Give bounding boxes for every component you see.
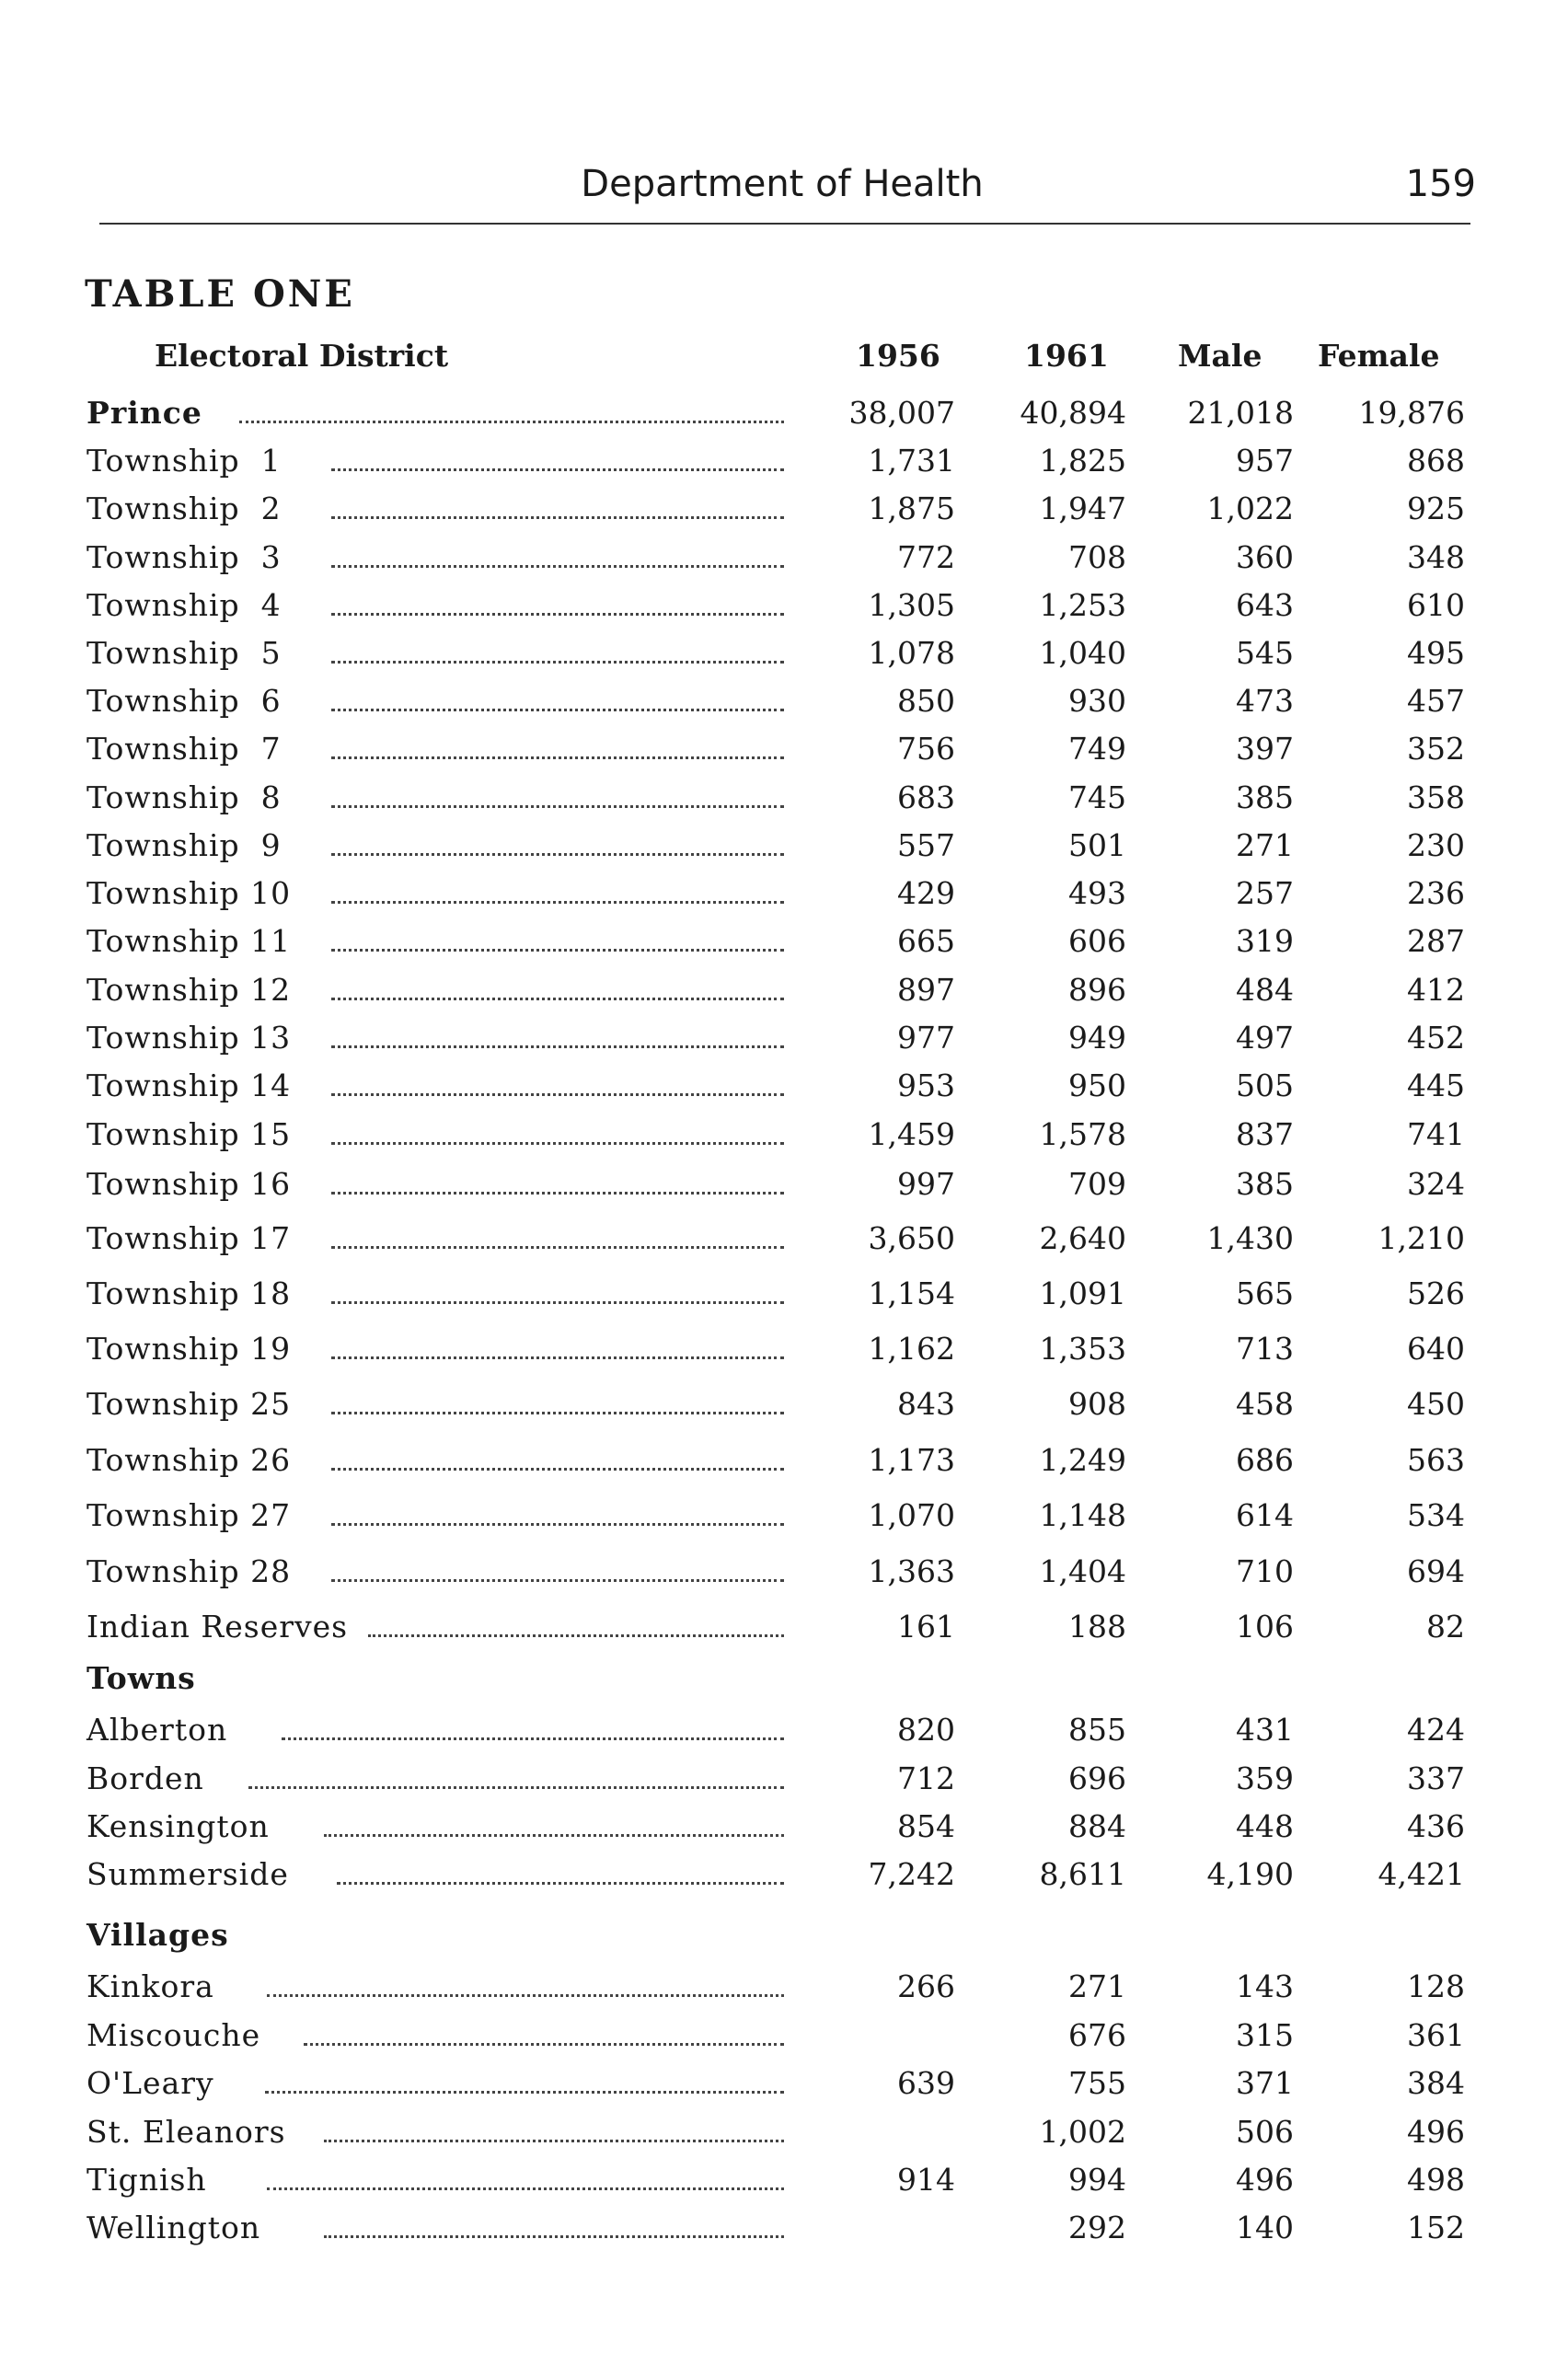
value-male: 710 xyxy=(1236,1553,1294,1589)
value-male: 397 xyxy=(1236,731,1294,767)
district-label: Prince xyxy=(86,395,202,431)
dot-leader xyxy=(331,709,784,711)
table-row xyxy=(0,1550,1568,1594)
value-male: 315 xyxy=(1236,2017,1294,2053)
dot-leader xyxy=(267,2187,784,2190)
value-1956: 683 xyxy=(897,779,955,815)
dot-leader xyxy=(331,949,784,952)
district-label: Kensington xyxy=(86,1808,270,1844)
table-row xyxy=(0,1382,1568,1426)
value-1961: 896 xyxy=(1068,972,1126,1008)
section-heading-row xyxy=(0,1656,1568,1701)
value-male: 473 xyxy=(1236,683,1294,719)
dot-leader xyxy=(331,805,784,808)
table-row xyxy=(0,583,1568,628)
value-1961: 696 xyxy=(1068,1760,1126,1796)
table-row xyxy=(0,2061,1568,2106)
value-female: 495 xyxy=(1407,635,1465,671)
table-row xyxy=(0,776,1568,820)
column-header-1961: 1961 xyxy=(1024,338,1109,374)
district-label: Township 16 xyxy=(86,1166,292,1202)
table-row xyxy=(0,1805,1568,1849)
value-male: 257 xyxy=(1236,875,1294,911)
table-row xyxy=(0,439,1568,483)
value-male: 143 xyxy=(1236,1968,1294,2004)
dot-leader xyxy=(265,2091,784,2094)
dot-leader xyxy=(282,1737,784,1740)
value-male: 431 xyxy=(1236,1712,1294,1748)
value-male: 686 xyxy=(1236,1442,1294,1478)
value-1961: 1,002 xyxy=(1039,2114,1126,2150)
value-1956: 820 xyxy=(897,1712,955,1748)
value-1961: 271 xyxy=(1068,1968,1126,2004)
district-label: Indian Reserves xyxy=(86,1609,349,1645)
value-female: 925 xyxy=(1407,491,1465,526)
value-1961: 501 xyxy=(1068,827,1126,863)
value-male: 505 xyxy=(1236,1068,1294,1103)
value-1961: 745 xyxy=(1068,779,1126,815)
value-1956: 1,875 xyxy=(868,491,955,526)
value-1961: 1,253 xyxy=(1039,587,1126,623)
value-1956: 914 xyxy=(897,2162,955,2198)
value-female: 610 xyxy=(1407,587,1465,623)
district-label: Township 8 xyxy=(86,779,282,815)
value-female: 445 xyxy=(1407,1068,1465,1103)
value-1956: 429 xyxy=(897,875,955,911)
value-1961: 950 xyxy=(1068,1068,1126,1103)
dot-leader xyxy=(239,421,784,423)
value-female: 4,421 xyxy=(1378,1856,1465,1892)
column-header-female: Female xyxy=(1318,338,1440,374)
district-label: Township 15 xyxy=(86,1116,292,1152)
value-female: 534 xyxy=(1407,1497,1465,1533)
district-label: Borden xyxy=(86,1760,204,1796)
value-female: 358 xyxy=(1407,779,1465,815)
table-row xyxy=(0,1327,1568,1371)
value-male: 385 xyxy=(1236,779,1294,815)
value-1961: 884 xyxy=(1068,1808,1126,1844)
district-label: Township 9 xyxy=(86,827,282,863)
district-label: Township 19 xyxy=(86,1331,292,1367)
value-1956: 3,650 xyxy=(868,1220,955,1256)
value-male: 106 xyxy=(1236,1609,1294,1645)
value-1956: 843 xyxy=(897,1386,955,1422)
value-female: 868 xyxy=(1407,443,1465,479)
dot-leader xyxy=(368,1634,784,1637)
district-label: Kinkora xyxy=(86,1968,214,2004)
value-male: 21,018 xyxy=(1187,395,1294,431)
section-heading: Villages xyxy=(86,1917,229,1953)
value-1961: 8,611 xyxy=(1039,1856,1126,1892)
value-male: 458 xyxy=(1236,1386,1294,1422)
dot-leader xyxy=(331,516,784,519)
dot-leader xyxy=(331,565,784,568)
dot-leader xyxy=(331,1045,784,1048)
value-1956: 1,305 xyxy=(868,587,955,623)
value-female: 128 xyxy=(1407,1968,1465,2004)
value-1956: 1,459 xyxy=(868,1116,955,1152)
value-female: 436 xyxy=(1407,1808,1465,1844)
value-1961: 188 xyxy=(1068,1609,1126,1645)
value-1956: 1,173 xyxy=(868,1442,955,1478)
district-label: Alberton xyxy=(86,1712,228,1748)
table-row xyxy=(0,679,1568,723)
district-label: Township 4 xyxy=(86,587,282,623)
value-female: 741 xyxy=(1407,1116,1465,1152)
district-label: Wellington xyxy=(86,2210,261,2245)
value-male: 359 xyxy=(1236,1760,1294,1796)
value-male: 837 xyxy=(1236,1116,1294,1152)
value-female: 384 xyxy=(1407,2065,1465,2101)
value-female: 361 xyxy=(1407,2017,1465,2053)
column-header-district: Electoral District xyxy=(155,338,449,374)
value-female: 236 xyxy=(1407,875,1465,911)
value-male: 565 xyxy=(1236,1275,1294,1311)
value-1961: 292 xyxy=(1068,2210,1126,2245)
value-male: 371 xyxy=(1236,2065,1294,2101)
value-female: 337 xyxy=(1407,1760,1465,1796)
page-title: Department of Health xyxy=(581,163,984,205)
section-heading-row xyxy=(0,1913,1568,1957)
value-female: 412 xyxy=(1407,972,1465,1008)
value-male: 360 xyxy=(1236,539,1294,575)
district-label: Township 28 xyxy=(86,1553,292,1589)
value-1956: 1,162 xyxy=(868,1331,955,1367)
district-label: Township 14 xyxy=(86,1068,292,1103)
district-label: Township 18 xyxy=(86,1275,292,1311)
value-female: 230 xyxy=(1407,827,1465,863)
district-label: Township 26 xyxy=(86,1442,292,1478)
value-1961: 40,894 xyxy=(1020,395,1126,431)
value-1956: 639 xyxy=(897,2065,955,2101)
district-label: St. Eleanors xyxy=(86,2114,286,2150)
value-1961: 1,947 xyxy=(1039,491,1126,526)
district-label: Township 7 xyxy=(86,731,282,767)
value-male: 448 xyxy=(1236,1808,1294,1844)
value-female: 152 xyxy=(1407,2210,1465,2245)
table-row xyxy=(0,1438,1568,1483)
value-male: 1,022 xyxy=(1206,491,1294,526)
table-row xyxy=(0,919,1568,964)
table-row xyxy=(0,1708,1568,1752)
district-label: Township 10 xyxy=(86,875,292,911)
dot-leader xyxy=(331,998,784,1000)
value-1961: 1,825 xyxy=(1039,443,1126,479)
value-1956: 712 xyxy=(897,1760,955,1796)
value-female: 348 xyxy=(1407,539,1465,575)
column-header-1956: 1956 xyxy=(856,338,940,374)
column-header-male: Male xyxy=(1178,338,1262,374)
running-head xyxy=(88,156,1476,212)
table-row xyxy=(0,1162,1568,1206)
dot-leader xyxy=(331,468,784,471)
value-1956: 997 xyxy=(897,1166,955,1202)
dot-leader xyxy=(331,613,784,616)
table-row xyxy=(0,2158,1568,2202)
dot-leader xyxy=(331,1412,784,1414)
value-female: 287 xyxy=(1407,923,1465,959)
table-row xyxy=(0,1064,1568,1108)
value-male: 506 xyxy=(1236,2114,1294,2150)
value-1961: 1,404 xyxy=(1039,1553,1126,1589)
dot-leader xyxy=(331,853,784,856)
value-male: 319 xyxy=(1236,923,1294,959)
table-row xyxy=(0,487,1568,531)
value-1961: 930 xyxy=(1068,683,1126,719)
table-row xyxy=(0,871,1568,916)
dot-leader xyxy=(331,661,784,664)
value-female: 694 xyxy=(1407,1553,1465,1589)
value-female: 496 xyxy=(1407,2114,1465,2150)
value-male: 1,430 xyxy=(1206,1220,1294,1256)
dot-leader xyxy=(331,1142,784,1145)
value-female: 82 xyxy=(1426,1609,1465,1645)
value-1961: 755 xyxy=(1068,2065,1126,2101)
value-female: 450 xyxy=(1407,1386,1465,1422)
dot-leader xyxy=(331,1192,784,1195)
value-1961: 994 xyxy=(1068,2162,1126,2198)
value-male: 271 xyxy=(1236,827,1294,863)
table-row xyxy=(0,968,1568,1012)
value-1956: 756 xyxy=(897,731,955,767)
value-female: 352 xyxy=(1407,731,1465,767)
district-label: Township 5 xyxy=(86,635,282,671)
value-1961: 1,148 xyxy=(1039,1497,1126,1533)
table-row xyxy=(0,1217,1568,1261)
value-1956: 1,363 xyxy=(868,1553,955,1589)
table-row xyxy=(0,824,1568,868)
value-1961: 1,249 xyxy=(1039,1442,1126,1478)
value-1961: 708 xyxy=(1068,539,1126,575)
table-row xyxy=(0,2206,1568,2250)
value-1956: 1,078 xyxy=(868,635,955,671)
value-female: 19,876 xyxy=(1358,395,1465,431)
table-row xyxy=(0,391,1568,435)
value-1956: 557 xyxy=(897,827,955,863)
header-rule xyxy=(99,223,1470,225)
value-male: 957 xyxy=(1236,443,1294,479)
value-1956: 897 xyxy=(897,972,955,1008)
value-female: 457 xyxy=(1407,683,1465,719)
value-male: 497 xyxy=(1236,1020,1294,1056)
value-female: 640 xyxy=(1407,1331,1465,1367)
value-1961: 606 xyxy=(1068,923,1126,959)
dot-leader xyxy=(324,1834,784,1837)
dot-leader xyxy=(331,1468,784,1471)
dot-leader xyxy=(331,1579,784,1582)
table-row xyxy=(0,1113,1568,1157)
dot-leader xyxy=(331,1301,784,1304)
value-1961: 2,640 xyxy=(1039,1220,1126,1256)
value-1956: 1,731 xyxy=(868,443,955,479)
value-female: 424 xyxy=(1407,1712,1465,1748)
value-1961: 855 xyxy=(1068,1712,1126,1748)
dot-leader xyxy=(248,1786,784,1789)
district-label: Township 25 xyxy=(86,1386,292,1422)
value-female: 526 xyxy=(1407,1275,1465,1311)
section-heading: Towns xyxy=(86,1660,196,1696)
value-male: 140 xyxy=(1236,2210,1294,2245)
dot-leader xyxy=(331,1523,784,1526)
district-label: Summerside xyxy=(86,1856,289,1892)
table-row xyxy=(0,2110,1568,2154)
value-1956: 854 xyxy=(897,1808,955,1844)
value-female: 563 xyxy=(1407,1442,1465,1478)
value-1961: 908 xyxy=(1068,1386,1126,1422)
value-female: 498 xyxy=(1407,2162,1465,2198)
table-row xyxy=(0,1757,1568,1801)
value-1956: 1,070 xyxy=(868,1497,955,1533)
value-1956: 1,154 xyxy=(868,1275,955,1311)
value-1961: 493 xyxy=(1068,875,1126,911)
value-female: 1,210 xyxy=(1378,1220,1465,1256)
value-1956: 953 xyxy=(897,1068,955,1103)
value-1956: 38,007 xyxy=(848,395,955,431)
dot-leader xyxy=(324,2140,784,2142)
value-male: 643 xyxy=(1236,587,1294,623)
value-female: 452 xyxy=(1407,1020,1465,1056)
value-1956: 772 xyxy=(897,539,955,575)
district-label: O'Leary xyxy=(86,2065,214,2101)
table-row xyxy=(0,1272,1568,1316)
table-row xyxy=(0,1494,1568,1538)
dot-leader xyxy=(331,1356,784,1359)
district-label: Miscouche xyxy=(86,2017,261,2053)
table-row xyxy=(0,1965,1568,2009)
dot-leader xyxy=(267,1994,784,1997)
value-1961: 709 xyxy=(1068,1166,1126,1202)
value-1956: 977 xyxy=(897,1020,955,1056)
district-label: Tignish xyxy=(86,2162,207,2198)
dot-leader xyxy=(331,1093,784,1096)
value-male: 385 xyxy=(1236,1166,1294,1202)
district-label: Township 3 xyxy=(86,539,282,575)
table-row xyxy=(0,1605,1568,1649)
value-1961: 749 xyxy=(1068,731,1126,767)
district-label: Township 13 xyxy=(86,1020,292,1056)
district-label: Township 11 xyxy=(86,923,292,959)
value-1956: 850 xyxy=(897,683,955,719)
value-1956: 7,242 xyxy=(868,1856,955,1892)
value-male: 484 xyxy=(1236,972,1294,1008)
table-title: TABLE ONE xyxy=(85,272,355,316)
district-label: Township 2 xyxy=(86,491,282,526)
value-1956: 665 xyxy=(897,923,955,959)
value-1961: 949 xyxy=(1068,1020,1126,1056)
value-male: 614 xyxy=(1236,1497,1294,1533)
value-1961: 1,091 xyxy=(1039,1275,1126,1311)
district-label: Township 12 xyxy=(86,972,292,1008)
value-1956: 161 xyxy=(897,1609,955,1645)
table-row xyxy=(0,2014,1568,2058)
table-row xyxy=(0,727,1568,771)
dot-leader xyxy=(324,2235,784,2238)
district-label: Township 1 xyxy=(86,443,282,479)
district-label: Township 17 xyxy=(86,1220,292,1256)
dot-leader xyxy=(304,2043,784,2046)
value-male: 4,190 xyxy=(1206,1856,1294,1892)
table-row xyxy=(0,536,1568,580)
dot-leader xyxy=(331,1246,784,1249)
dot-leader xyxy=(331,756,784,759)
value-male: 713 xyxy=(1236,1331,1294,1367)
dot-leader xyxy=(331,901,784,904)
value-1961: 1,040 xyxy=(1039,635,1126,671)
page-number: 159 xyxy=(1405,163,1476,205)
table-row xyxy=(0,1852,1568,1897)
value-male: 545 xyxy=(1236,635,1294,671)
value-1956: 266 xyxy=(897,1968,955,2004)
table-row xyxy=(0,631,1568,675)
value-female: 324 xyxy=(1407,1166,1465,1202)
district-label: Township 27 xyxy=(86,1497,292,1533)
district-label: Township 6 xyxy=(86,683,282,719)
dot-leader xyxy=(337,1882,784,1885)
table-row xyxy=(0,1016,1568,1060)
value-1961: 676 xyxy=(1068,2017,1126,2053)
value-1961: 1,353 xyxy=(1039,1331,1126,1367)
value-1961: 1,578 xyxy=(1039,1116,1126,1152)
value-male: 496 xyxy=(1236,2162,1294,2198)
